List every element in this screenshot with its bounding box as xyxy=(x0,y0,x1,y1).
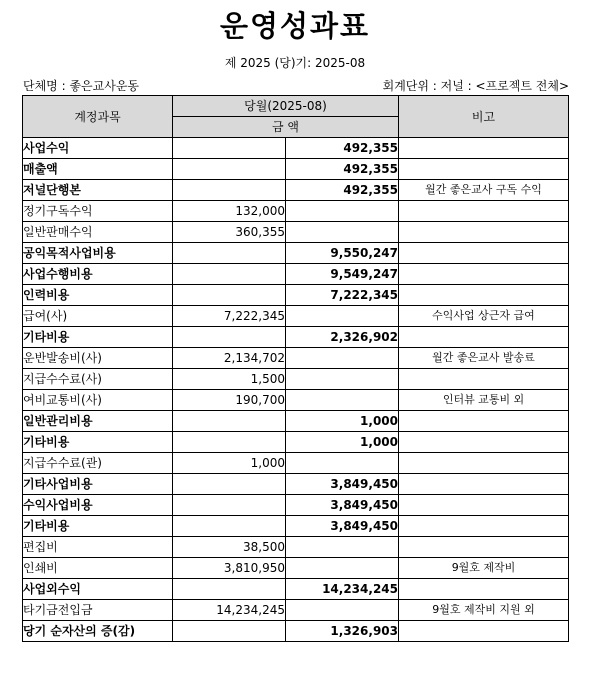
account-name: 운반발송비(사) xyxy=(23,348,173,369)
row-note xyxy=(399,453,569,474)
table-row xyxy=(23,306,569,327)
total-amount: 1,326,903 xyxy=(286,621,399,642)
table-row xyxy=(23,390,569,411)
row-note xyxy=(399,327,569,348)
total-amount xyxy=(286,453,399,474)
total-amount: 3,849,450 xyxy=(286,495,399,516)
row-note xyxy=(399,537,569,558)
detail-amount xyxy=(173,495,286,516)
detail-amount xyxy=(173,138,286,159)
detail-amount: 2,134,702 xyxy=(173,348,286,369)
total-amount xyxy=(286,390,399,411)
account-name: 인쇄비 xyxy=(23,558,173,579)
table-row xyxy=(23,537,569,558)
table-row xyxy=(23,600,569,621)
table-row xyxy=(23,348,569,369)
detail-amount xyxy=(173,327,286,348)
row-note xyxy=(399,243,569,264)
detail-amount xyxy=(173,285,286,306)
account-name: 수익사업비용 xyxy=(23,495,173,516)
account-name: 지급수수료(관) xyxy=(23,453,173,474)
account-name: 여비교통비(사) xyxy=(23,390,173,411)
total-amount: 3,849,450 xyxy=(286,474,399,495)
row-note: 월간 좋은교사 발송료 xyxy=(399,348,569,369)
detail-amount: 14,234,245 xyxy=(173,600,286,621)
table-row xyxy=(23,201,569,222)
row-note: 인터뷰 교통비 외 xyxy=(399,390,569,411)
account-name: 일반판매수익 xyxy=(23,222,173,243)
account-name: 당기 순자산의 증(감) xyxy=(23,621,173,642)
row-note xyxy=(399,516,569,537)
total-amount: 9,549,247 xyxy=(286,264,399,285)
account-name: 기타비용 xyxy=(23,432,173,453)
detail-amount xyxy=(173,243,286,264)
row-note xyxy=(399,201,569,222)
total-amount: 2,326,902 xyxy=(286,327,399,348)
organization-name: 단체명 : 좋은교사운동 xyxy=(23,79,140,93)
total-amount xyxy=(286,201,399,222)
total-amount xyxy=(286,600,399,621)
row-note: 9월호 제작비 xyxy=(399,558,569,579)
total-amount xyxy=(286,306,399,327)
row-note: 월간 좋은교사 구독 수익 xyxy=(399,180,569,201)
report-title: 운영성과표 xyxy=(219,9,371,43)
total-amount: 1,000 xyxy=(286,432,399,453)
detail-amount: 1,500 xyxy=(173,369,286,390)
row-note: 9월호 제작비 지원 외 xyxy=(399,600,569,621)
total-amount xyxy=(286,222,399,243)
column-header-amount: 금 액 xyxy=(173,117,399,138)
total-amount: 7,222,345 xyxy=(286,285,399,306)
total-amount: 492,355 xyxy=(286,138,399,159)
account-name: 일반관리비용 xyxy=(23,411,173,432)
total-amount: 3,849,450 xyxy=(286,516,399,537)
table-row xyxy=(23,558,569,579)
row-note xyxy=(399,138,569,159)
table-row xyxy=(23,327,569,348)
account-name: 매출액 xyxy=(23,159,173,180)
account-name: 기타비용 xyxy=(23,516,173,537)
total-amount: 492,355 xyxy=(286,159,399,180)
detail-amount: 38,500 xyxy=(173,537,286,558)
accounting-unit: 회계단위 : 저널 : <프로젝트 전체> xyxy=(382,79,569,93)
account-name: 공익목적사업비용 xyxy=(23,243,173,264)
table-row xyxy=(23,516,569,537)
table-row xyxy=(23,432,569,453)
table-row xyxy=(23,474,569,495)
account-name: 타기금전입금 xyxy=(23,600,173,621)
row-note xyxy=(399,579,569,600)
account-name: 사업수행비용 xyxy=(23,264,173,285)
detail-amount xyxy=(173,516,286,537)
table-row xyxy=(23,621,569,642)
detail-amount: 132,000 xyxy=(173,201,286,222)
detail-amount: 3,810,950 xyxy=(173,558,286,579)
table-row xyxy=(23,159,569,180)
table-row xyxy=(23,579,569,600)
detail-amount xyxy=(173,432,286,453)
table-row xyxy=(23,180,569,201)
account-name: 편집비 xyxy=(23,537,173,558)
total-amount: 14,234,245 xyxy=(286,579,399,600)
table-row xyxy=(23,243,569,264)
account-name: 기타사업비용 xyxy=(23,474,173,495)
row-note: 수익사업 상근자 급여 xyxy=(399,306,569,327)
detail-amount: 360,355 xyxy=(173,222,286,243)
detail-amount xyxy=(173,159,286,180)
row-note xyxy=(399,264,569,285)
table-body xyxy=(23,138,569,642)
detail-amount xyxy=(173,474,286,495)
row-note xyxy=(399,621,569,642)
total-amount xyxy=(286,537,399,558)
total-amount: 1,000 xyxy=(286,411,399,432)
row-note xyxy=(399,411,569,432)
row-note xyxy=(399,474,569,495)
account-name: 인력비용 xyxy=(23,285,173,306)
column-header-period: 당월(2025-08) xyxy=(173,96,399,117)
fiscal-period: 제 2025 (당)기: 2025-08 xyxy=(224,56,366,70)
row-note xyxy=(399,159,569,180)
table-row xyxy=(23,453,569,474)
table-row xyxy=(23,222,569,243)
table-row xyxy=(23,411,569,432)
total-amount: 9,550,247 xyxy=(286,243,399,264)
detail-amount xyxy=(173,180,286,201)
detail-amount xyxy=(173,621,286,642)
column-header-account: 계정과목 xyxy=(23,96,173,138)
account-name: 기타비용 xyxy=(23,327,173,348)
account-name: 사업외수익 xyxy=(23,579,173,600)
account-name: 급여(사) xyxy=(23,306,173,327)
row-note xyxy=(399,222,569,243)
column-header-note: 비고 xyxy=(399,96,569,138)
row-note xyxy=(399,369,569,390)
detail-amount: 7,222,345 xyxy=(173,306,286,327)
account-name: 저널단행본 xyxy=(23,180,173,201)
total-amount: 492,355 xyxy=(286,180,399,201)
account-name: 정기구독수익 xyxy=(23,201,173,222)
account-name: 사업수익 xyxy=(23,138,173,159)
row-note xyxy=(399,285,569,306)
detail-amount xyxy=(173,411,286,432)
table-row xyxy=(23,285,569,306)
detail-amount xyxy=(173,579,286,600)
row-note xyxy=(399,432,569,453)
table-row xyxy=(23,495,569,516)
table-row xyxy=(23,369,569,390)
row-note xyxy=(399,495,569,516)
detail-amount: 190,700 xyxy=(173,390,286,411)
account-name: 지급수수료(사) xyxy=(23,369,173,390)
total-amount xyxy=(286,558,399,579)
detail-amount xyxy=(173,264,286,285)
detail-amount: 1,000 xyxy=(173,453,286,474)
table-row xyxy=(23,264,569,285)
table-row xyxy=(23,138,569,159)
total-amount xyxy=(286,369,399,390)
total-amount xyxy=(286,348,399,369)
operating-results-table xyxy=(22,95,569,642)
